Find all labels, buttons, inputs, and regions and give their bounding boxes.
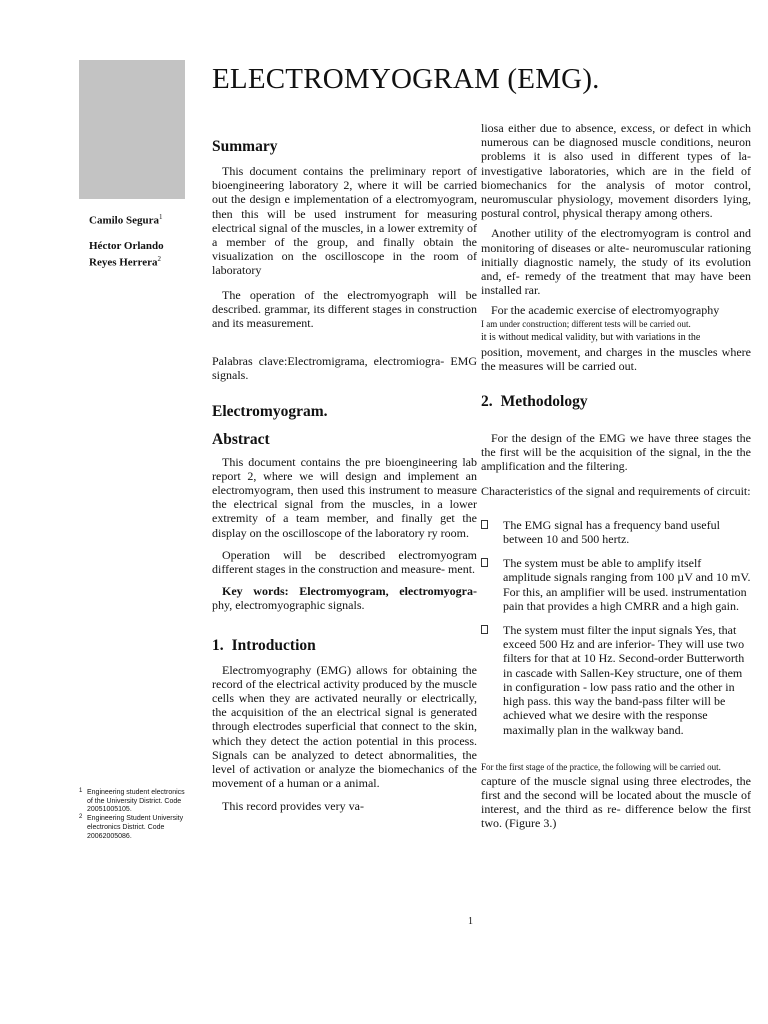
page-title: ELECTROMYOGRAM (EMG). (212, 63, 600, 95)
keywords-rest: phy, electromyographic signals. (212, 598, 365, 613)
list-item-text: The system must filter the input signals Yes, that exceed 500 Hz and are inferior- They will use two filters for that at 10 Hz. Second-order Butterworth in cascade with Sallen-Key structure, one of them in configuration - low pass ratio and the other in high pass. this way the band-pass filter will be achieved what we desire with the response maximally plan in the walkway band. (503, 623, 745, 737)
summary-paragraph-2: The operation of the electromyograph will be described. grammar, its different stages in construction and its measurement. (212, 287, 477, 331)
list-item (481, 623, 751, 737)
section-number: 1. (212, 636, 224, 654)
author-photo (79, 60, 185, 199)
first-stage-note: For the first stage of the practice, the following will be carried out. (481, 761, 721, 772)
footnote-text: Engineering student electronics of the University District. Code 20051005105. (87, 789, 185, 814)
author-name: Camilo Segura (89, 214, 159, 227)
footnote-2 (79, 815, 189, 841)
capture-paragraph: capture of the muscle signal using three electrodes, the first and the second will be located about the muscle of interest, and the third as re- difference below the first two. (Figure 3.) (481, 773, 751, 831)
list-item-text: The system must be able to amplify itself amplitude signals ranging from 100 µV and 10 mV. For this, an amplifier will be used. instrumentation pain that provides a high CMRR and a high gain. (503, 556, 751, 613)
introduction-paragraph-2: This record provides very va- (222, 798, 364, 813)
body-paragraph-3a: For the academic exercise of electromyography (491, 303, 720, 318)
footnote-number: 1 (79, 788, 83, 794)
section-number: 2. (481, 393, 493, 411)
body-paragraph-3b: I am under construction; different tests will be carried out. (481, 318, 691, 329)
author-list (89, 211, 179, 281)
introduction-heading (212, 637, 477, 655)
left-column (212, 138, 477, 813)
right-column (481, 121, 751, 831)
abstract-heading: Abstract (212, 430, 270, 448)
bullet-box-icon (481, 558, 488, 567)
body-paragraph-2: Another utility of the electromyogram is control and monitoring of diseases or alte- neuromuscular rationing initially diagnostic namely, the study of its evolution and, ef- remedy of the treatment that may have been installed rar. (481, 226, 751, 298)
list-item (481, 556, 751, 613)
list-item (481, 518, 751, 546)
electromyogram-heading: Electromyogram. (212, 402, 328, 420)
author-sup: 1 (158, 213, 163, 221)
summary-paragraph: This document contains the preliminary report of bioengineering laboratory 2, where it will be carried out the design e implementation of a electromyogram, then this will be used instrument for measuring electrical signal of the muscles, in a lower extremity of a member of the group, and finally obtain the visualization on the oscilloscope in the room of laboratory (212, 164, 477, 278)
bullet-box-icon (481, 625, 488, 634)
section-title: Introduction (231, 636, 316, 654)
author-sup: 2 (157, 254, 162, 263)
introduction-paragraph: Electromyography (EMG) allows for obtaining the record of the electrical activity produced by the muscle cells when they are activated neurally or electrically, the acquisition of the an electrical signal is generated through electrodes superficial that connect to the skin, which they detect the action potential in this process. Signals can be analyzed to detect abnormalities, the level of activation or analyze the biomechanics of the movement of a human or a animal. (212, 662, 477, 791)
footnote-number: 2 (79, 814, 83, 821)
methodology-heading (481, 393, 751, 411)
abstract-paragraph: This document contains the pre bioengineering lab report 2, where we will design and implement an electromyogram, then used this instrument to measure the electrical signal from the muscles, in a lower extremity of a team member, and finally get the display on the oscilloscope of the laboratory ry room. (212, 454, 477, 540)
author-name: Héctor Orlando Reyes Herrera (89, 239, 164, 269)
bullet-box-icon (481, 520, 488, 529)
requirements-paragraph: Characteristics of the signal and requirements of circuit: (481, 483, 751, 498)
keywords-spanish: Palabras clave:Electromigrama, electromiogra- EMG signals. (212, 354, 477, 383)
summary-heading: Summary (212, 138, 278, 155)
footnote-text: Engineering Student University electronics District. Code 20062005086. (87, 815, 184, 840)
author-2 (89, 240, 179, 270)
body-paragraph: liosa either due to absence, excess, or defect in which numerous can be diagnosed muscle conditions, neuron problems it is also used in different types of la- investigative laboratories, which are in the field of biomechanics for the analysis of motor control, neuromuscular physiology, movement disorders lying, postural control, physical therapy among others. (481, 121, 751, 221)
body-paragraph-3c: it is without medical validity, but with variations in the (481, 331, 701, 343)
page-number: 1 (468, 916, 473, 927)
list-item-text: The EMG signal has a frequency band useful between 10 and 500 hertz. (503, 517, 720, 547)
section-title: Methodology (500, 393, 588, 411)
footnote-1 (79, 789, 189, 815)
keywords (212, 584, 477, 612)
footnotes (79, 789, 189, 841)
author-1 (89, 211, 179, 228)
methodology-paragraph: For the design of the EMG we have three stages the the first will be the acquisition of the signal, in the the amplification and the filtering. (481, 431, 751, 474)
keywords-label: Key words: Electromyogram, electromyogra- (222, 584, 477, 599)
abstract-paragraph-2: Operation will be described electromyogram different stages in the construction and measure- ment. (212, 547, 477, 577)
body-paragraph-3d: position, movement, and charges in the muscles where the measures will be carried out. (481, 344, 751, 373)
